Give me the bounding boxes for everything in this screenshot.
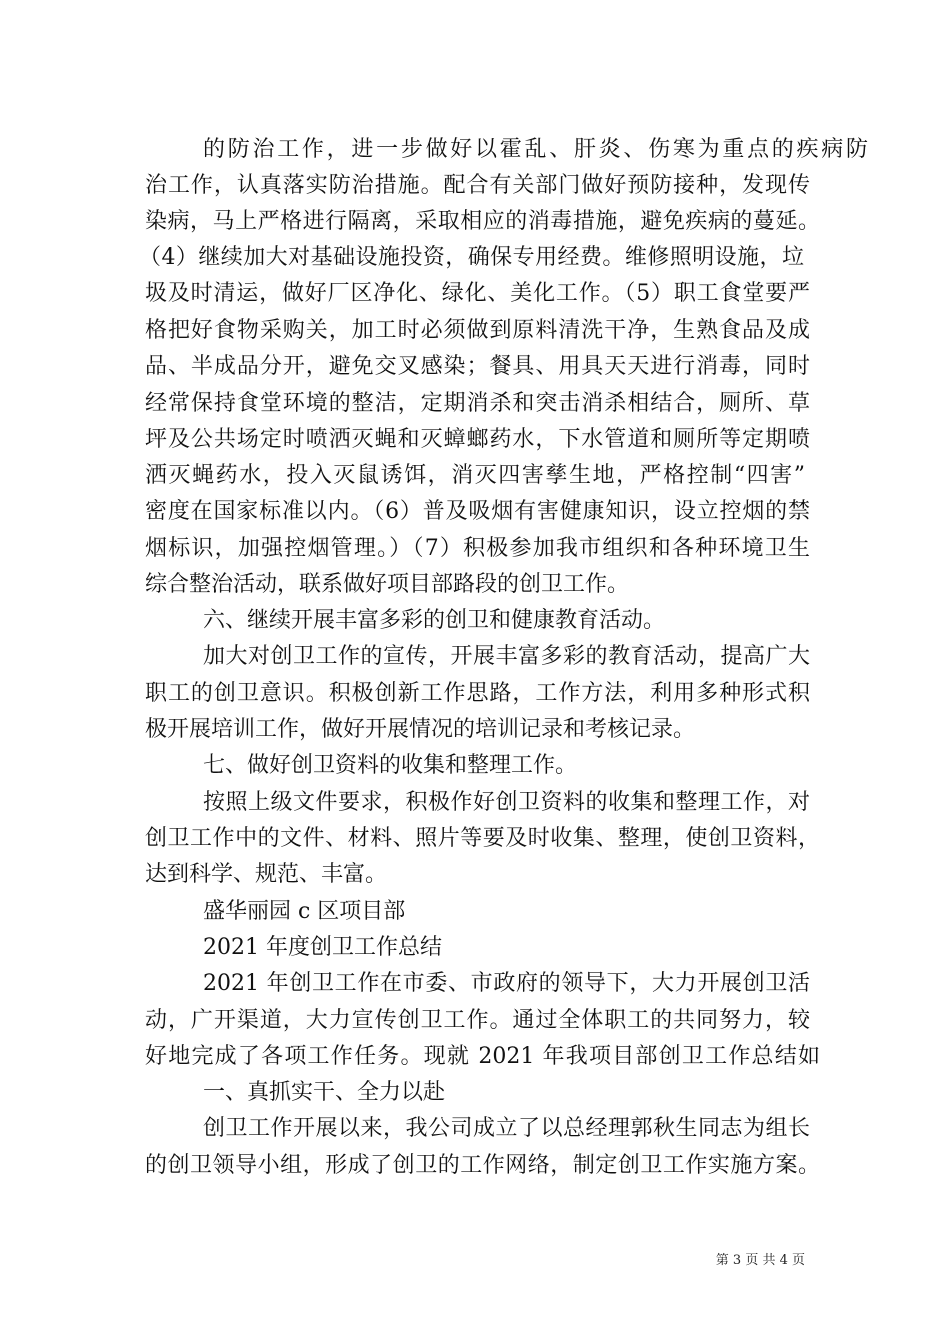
- paragraph-line: 好地完成了各项工作任务。现就 2021 年我项目部创卫工作总结如: [145, 1044, 820, 1069]
- paragraph-line: 烟标识，加强控烟管理。）（7）积极参加我市组织和各种环境卫生: [145, 536, 810, 561]
- paragraph-line: 洒灭蝇药水，投入灭鼠诱饵，消灭四害孳生地，严格控制“四害”: [145, 463, 805, 488]
- paragraph-line: 的防治工作，进一步做好以霍乱、肝炎、伤寒为重点的疾病防: [203, 137, 868, 162]
- paragraph-line: 的创卫领导小组，形成了创卫的工作网络，制定创卫工作实施方案。: [145, 1153, 820, 1178]
- paragraph-line: 治工作，认真落实防治措施。配合有关部门做好预防接种，发现传: [145, 173, 810, 198]
- paragraph-line: 2021 年创卫工作在市委、市政府的领导下，大力开展创卫活: [203, 971, 810, 996]
- paragraph-line: 职工的创卫意识。积极创新工作思路，工作方法，利用多种形式积: [145, 681, 810, 706]
- paragraph-line: 盛华丽园 c 区项目部: [203, 899, 406, 924]
- paragraph-line: 创卫工作中的文件、材料、照片等要及时收集、整理，使创卫资料，: [145, 826, 820, 851]
- paragraph-line: 2021 年度创卫工作总结: [203, 935, 442, 960]
- paragraph-line: 品、半成品分开，避免交叉感染；餐具、用具天天进行消毒，同时: [145, 354, 810, 379]
- paragraph-line: 坪及公共场定时喷洒灭蝇和灭蟑螂药水，下水管道和厕所等定期喷: [145, 427, 810, 452]
- paragraph-line: 动，广开渠道，大力宣传创卫工作。通过全体职工的共同努力，较: [145, 1008, 810, 1033]
- paragraph-line: 格把好食物采购关，加工时必须做到原料清洗干净，生熟食品及成: [145, 318, 810, 343]
- paragraph-line: 七、做好创卫资料的收集和整理工作。: [203, 753, 578, 778]
- paragraph-line: 六、继续开展丰富多彩的创卫和健康教育活动。: [203, 608, 666, 633]
- paragraph-line: 经常保持食堂环境的整洁，定期消杀和突击消杀相结合，厕所、草: [145, 391, 810, 416]
- paragraph-line: 达到科学、规范、丰富。: [145, 862, 388, 887]
- paragraph-line: 创卫工作开展以来，我公司成立了以总经理郭秋生同志为组长: [203, 1116, 810, 1141]
- paragraph-line: 圾及时清运，做好厂区净化、绿化、美化工作。（5）职工食堂要严: [145, 281, 810, 306]
- paragraph-line: 加大对创卫工作的宣传，开展丰富多彩的教育活动，提高广大: [203, 644, 810, 669]
- paragraph-line: 极开展培训工作，做好开展情况的培训记录和考核记录。: [145, 717, 696, 742]
- paragraph-line: 密度在国家标准以内。（6）普及吸烟有害健康知识，设立控烟的禁: [145, 499, 810, 524]
- page-footer: 第 3 页 共 4 页: [715, 1253, 805, 1268]
- paragraph-line: 染病，马上严格进行隔离，采取相应的消毒措施，避免疾病的蔓延。: [145, 209, 820, 234]
- paragraph-line: 按照上级文件要求，积极作好创卫资料的收集和整理工作，对: [203, 790, 810, 815]
- paragraph-line: 综合整治活动，联系做好项目部路段的创卫工作。: [145, 572, 630, 597]
- paragraph-line: 一、真抓实干、全力以赴: [203, 1080, 446, 1105]
- paragraph-line: （4）继续加大对基础设施投资，确保专用经费。维修照明设施，垃: [139, 245, 804, 270]
